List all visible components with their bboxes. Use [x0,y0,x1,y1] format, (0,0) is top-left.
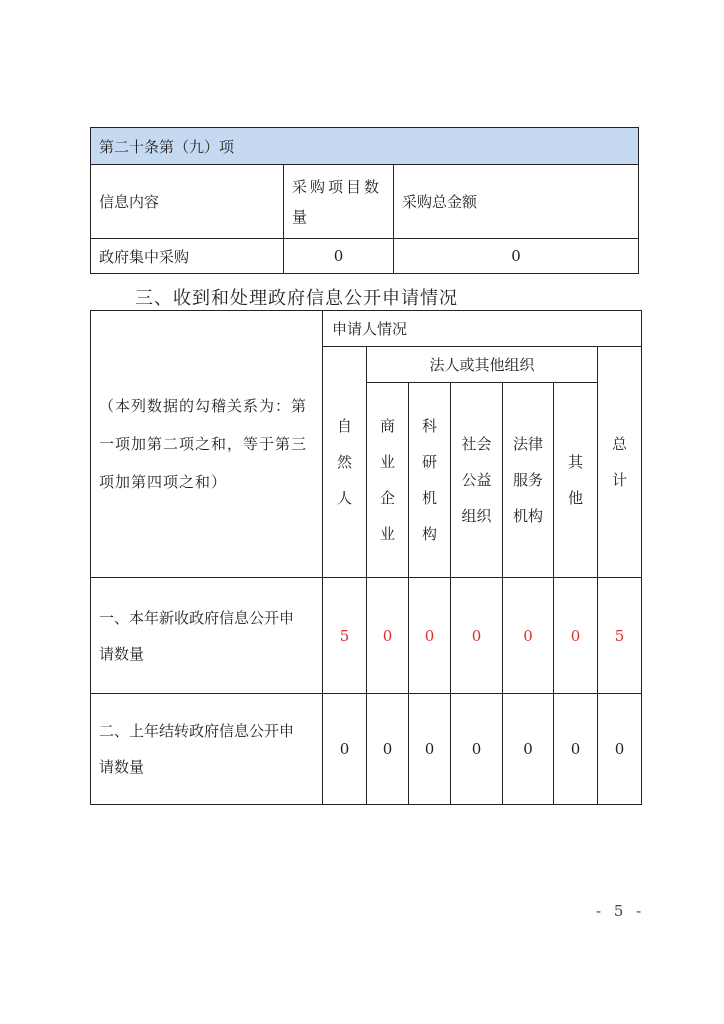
applicant-header: 申请人情况 [323,311,642,347]
section-title: 三、收到和处理政府信息公开申请情况 [135,288,458,309]
cell-other: 0 [554,694,598,805]
col-social [451,383,503,578]
col-other-char-2: 他 [567,489,583,507]
col-business [367,383,409,578]
col-total-char-1: 总 [612,435,628,453]
row-label-line1: 一、本年新收政府信息公开申 [99,608,295,627]
col-business-char-3: 企 [379,489,395,507]
col-research-char-1: 科 [421,417,437,435]
cell-legal: 0 [503,578,554,694]
table-row [91,694,642,805]
cell-legal: 0 [503,694,554,805]
procurement-table-header: 第二十条第（九）项 [91,128,639,165]
column-header-count-line2: 量 [292,207,311,226]
cell-research: 0 [409,578,451,694]
col-legal-line-3: 机构 [512,507,543,525]
col-research-char-4: 构 [421,525,437,543]
left-header-line2: 一项加第二项之和，等于第三 [99,435,308,453]
cell-social: 0 [451,694,503,805]
column-header-amount: 采购总金额 [394,165,639,239]
col-business-char-4: 业 [379,525,395,543]
column-header-count-line1: 采购项目数 [292,177,383,196]
col-legal [503,383,554,578]
org-header: 法人或其他组织 [367,347,598,383]
row-label [91,578,323,694]
col-business-char-1: 商 [379,417,395,435]
col-research [409,383,451,578]
col-social-line-3: 组织 [461,507,492,525]
col-total [598,347,642,578]
col-natural-char-3: 人 [336,489,352,507]
cell-total: 0 [598,694,642,805]
column-header-content: 信息内容 [91,165,284,239]
table-row [91,578,642,694]
row-label [91,694,323,805]
cell-business: 0 [367,694,409,805]
left-header-line3: 项加第四项之和） [99,473,228,491]
column-header-count [284,165,394,239]
row-label-line2: 请数量 [99,758,145,776]
col-natural-person [323,347,367,578]
col-legal-line-2: 服务 [512,471,543,489]
cell-natural: 0 [323,694,367,805]
left-header-line1: （本列数据的勾稽关系为：第 [99,397,308,415]
procurement-table [90,127,639,274]
cell-business: 0 [367,578,409,694]
applications-table [90,310,642,805]
row-value-amount: 0 [394,239,639,274]
page-number: - 5 - [596,902,646,920]
col-other-char-1: 其 [567,453,583,471]
cell-research: 0 [409,694,451,805]
col-social-line-1: 社会 [461,435,492,453]
cell-other: 0 [554,578,598,694]
col-business-char-2: 业 [379,453,395,471]
row-label-line1: 二、上年结转政府信息公开申 [99,722,295,740]
col-natural-char-2: 然 [336,453,352,471]
col-natural-char-1: 自 [336,417,352,435]
cell-total: 5 [598,578,642,694]
cell-natural: 5 [323,578,367,694]
col-research-char-2: 研 [421,453,437,471]
cell-social: 0 [451,578,503,694]
left-header-note [91,311,323,578]
col-other [554,383,598,578]
row-value-count: 0 [284,239,394,274]
col-research-char-3: 机 [421,489,437,507]
row-label-central-procurement: 政府集中采购 [91,239,284,274]
row-label-line2: 请数量 [99,644,145,663]
col-total-char-2: 计 [612,471,628,489]
col-legal-line-1: 法律 [512,435,543,453]
col-social-line-2: 公益 [461,471,492,489]
